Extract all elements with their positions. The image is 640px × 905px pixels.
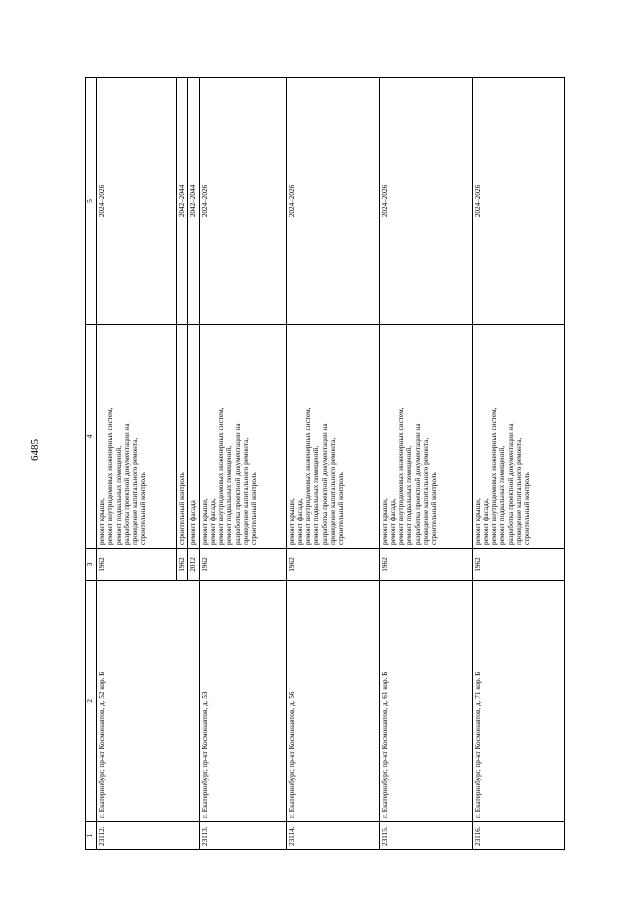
table-row <box>379 78 472 850</box>
year-cell: 1962 <box>177 549 188 581</box>
year-cell: 1962 <box>472 549 564 581</box>
period-cell: 2042–2044 <box>177 78 188 325</box>
work-item: проведение капитального ремонта, <box>514 437 523 545</box>
work-item: проведение капитального ремонта, <box>421 437 430 545</box>
works-cell <box>177 325 188 549</box>
page-number-text: 6485 <box>29 439 41 461</box>
address-cell: г. Екатеринбург, пр-кт Космонавтов, д. 53 <box>199 581 286 822</box>
works-cell <box>199 325 286 549</box>
row-number: 23116. <box>472 822 564 850</box>
work-item: ремонт крыши, <box>287 498 296 545</box>
period-cell: 2024–2026 <box>286 78 379 325</box>
work-item: ремонт крыши, <box>200 498 209 545</box>
period-cell: 2024–2026 <box>472 78 564 325</box>
year-cell: 1962 <box>199 549 286 581</box>
work-item: проведение капитального ремонта, <box>241 437 250 545</box>
year-cell: 2012 <box>188 549 199 581</box>
work-item: ремонт подвальных помещений, <box>225 445 234 545</box>
work-item: разработка проектной документации на <box>506 423 515 545</box>
table-row <box>97 78 177 850</box>
work-item: строительный контроль <box>337 472 346 545</box>
table-row <box>472 78 564 850</box>
work-item: разработка проектной документации на <box>122 423 131 545</box>
work-item: проведение капитального ремонта, <box>131 437 140 545</box>
work-item: ремонт внутридомовых инженерных систем, <box>304 407 313 545</box>
address-cell: г. Екатеринбург, пр-кт Космонавтов, д. 71 кор. Б <box>472 581 564 822</box>
work-item: строительный контроль <box>523 472 532 545</box>
row-number: 23114. <box>286 822 379 850</box>
period-cell: 2024–2026 <box>199 78 286 325</box>
works-cell <box>97 325 177 549</box>
work-item: ремонт внутридомовых инженерных систем, <box>217 407 226 545</box>
work-item: разработка проектной документации на <box>233 423 242 545</box>
work-item: проведение капитального ремонта, <box>328 437 337 545</box>
works-cell <box>379 325 472 549</box>
work-item: ремонт фасада, <box>295 498 304 545</box>
work-item: ремонт внутридомовых инженерных систем, <box>106 407 115 545</box>
work-item: ремонт крыши, <box>98 498 106 545</box>
header-col-5: 5 <box>86 78 97 325</box>
year-cell: 1962 <box>286 549 379 581</box>
work-item: строительный контроль <box>250 472 259 545</box>
work-item: ремонт внутридомовых инженерных систем, <box>397 407 406 545</box>
work-item: разработка проектной документации на <box>320 423 329 545</box>
address-cell: г. Екатеринбург, пр-кт Космонавтов, д. 56 <box>286 581 379 822</box>
work-item: ремонт подвальных помещений, <box>498 445 507 545</box>
work-item: ремонт подвальных помещений, <box>312 445 321 545</box>
period-cell: 2042–2044 <box>188 78 199 325</box>
work-item: ремонт крыши, <box>380 498 389 545</box>
work-item: ремонт фасада, <box>481 498 490 545</box>
period-cell: 2024–2026 <box>379 78 472 325</box>
row-number: 23115. <box>379 822 472 850</box>
header-col-2: 2 <box>86 581 97 822</box>
work-item: ремонт фасада, <box>208 498 217 545</box>
work-item: ремонт подвальных помещений, <box>114 445 123 545</box>
rotated-sheet <box>85 78 540 850</box>
works-cell <box>472 325 564 549</box>
row-number: 23112. <box>97 822 200 850</box>
year-cell: 1962 <box>97 549 177 581</box>
works-cell <box>286 325 379 549</box>
work-item: ремонт внутридомовых инженерных систем, <box>490 407 499 545</box>
work-item: ремонт фасада, <box>388 498 397 545</box>
works-cell <box>188 325 199 549</box>
header-col-3: 3 <box>86 549 97 581</box>
work-item: ремонт фасада <box>189 500 198 545</box>
address-cell: г. Екатеринбург, пр-кт Космонавтов, д. 61 кор. Б <box>379 581 472 822</box>
repair-schedule-table <box>85 77 565 850</box>
work-item: строительный контроль <box>178 472 186 545</box>
period-cell: 2024–2026 <box>97 78 177 325</box>
table-row <box>199 78 286 850</box>
header-col-1: 1 <box>86 822 97 850</box>
work-item: строительный контроль <box>430 472 439 545</box>
table-row <box>286 78 379 850</box>
year-cell: 1962 <box>379 549 472 581</box>
row-number: 23113. <box>199 822 286 850</box>
work-item: разработка проектной документации на <box>413 423 422 545</box>
work-item: ремонт подвальных помещений, <box>405 445 414 545</box>
header-row <box>86 78 97 850</box>
work-item: строительный контроль <box>139 472 148 545</box>
page-number <box>0 439 70 461</box>
address-cell: г. Екатеринбург, пр-кт Космонавтов, д. 52 кор. Б <box>97 581 200 822</box>
header-col-4: 4 <box>86 325 97 549</box>
work-item: ремонт крыши, <box>473 498 482 545</box>
